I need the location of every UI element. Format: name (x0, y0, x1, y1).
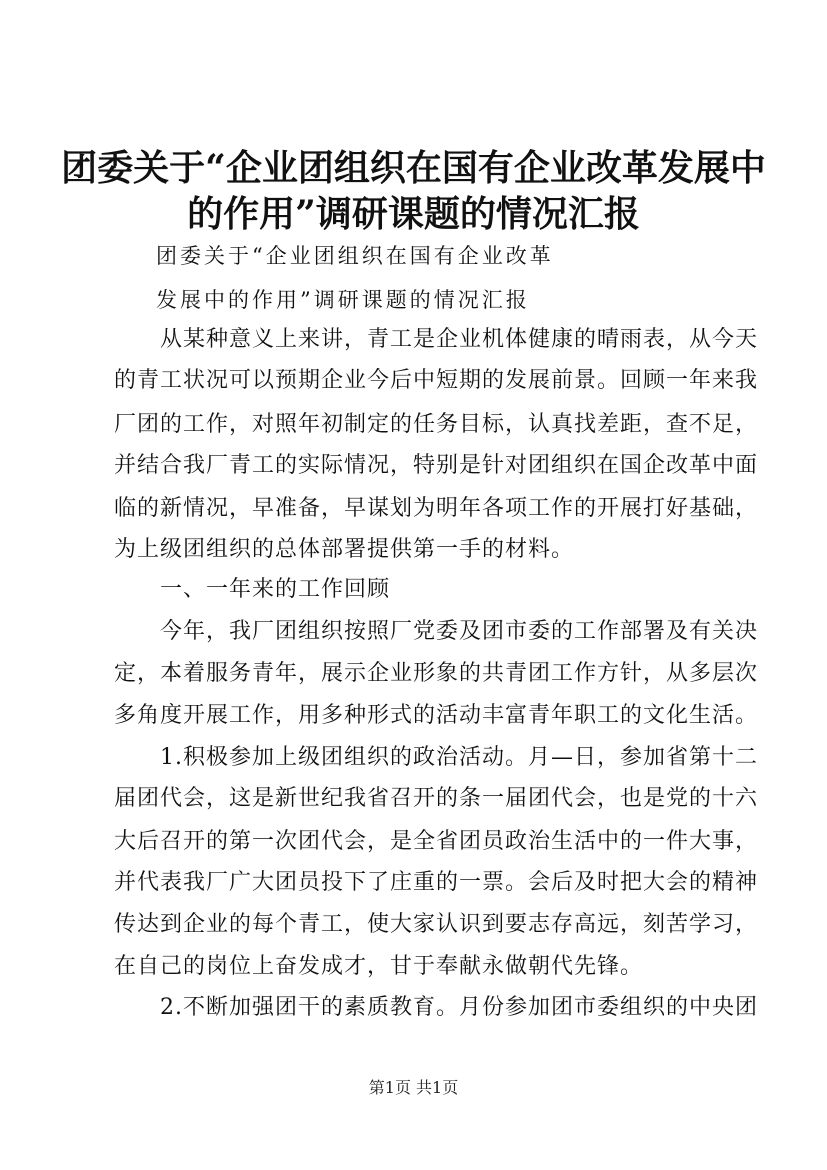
body-line: 从某种意义上来讲，青工是企业机体健康的晴雨表，从今天 (114, 327, 759, 352)
body-line: 为上级团组织的总体部署提供第一手的材料。 (114, 537, 575, 562)
document-title-line-2: 的作用”调研课题的情况汇报 (187, 193, 640, 235)
body-line: 大后召开的第一次团代会，是全省团员政治生活中的一件大事， (114, 829, 759, 854)
body-line: 厂团的工作，对照年初制定的任务目标，认真找差距，查不足， (114, 412, 759, 437)
subtitle-line-2: 发展中的作用”调研课题的情况汇报 (156, 288, 530, 312)
body-line: 在自己的岗位上奋发成才，甘于奉献永做朝代先锋。 (114, 954, 644, 979)
subtitle-line-1: 团委关于“企业团组织在国有企业改革 (156, 244, 554, 268)
body-line: 传达到企业的每个青工，使大家认识到要志存高远，刻苦学习， (114, 912, 759, 937)
body-line: 2.不断加强团干的素质教育。月份参加团市委组织的中央团 (114, 995, 758, 1020)
body-line: 并代表我厂广大团员投下了庄重的一票。会后及时把大会的精神 (114, 870, 759, 895)
body-line: 多角度开展工作，用多种形式的活动丰富青年职工的文化生活。 (114, 703, 759, 728)
body-line: 临的新情况，早准备，早谋划为明年各项工作的开展打好基础， (114, 496, 759, 521)
body-line: 的青工状况可以预期企业今后中短期的发展前景。回顾一年来我 (114, 368, 759, 393)
body-line: 定，本着服务青年，展示企业形象的共青团工作方针，从多层次 (114, 661, 759, 686)
body-line: 届团代会，这是新世纪我省召开的条一届团代会，也是党的十六 (114, 786, 759, 811)
body-line: 1.积极参加上级团组织的政治活动。月—日，参加省第十二 (114, 745, 758, 770)
body-line: 今年，我厂团组织按照厂党委及团市委的工作部署及有关决 (114, 619, 759, 644)
page-footer: 第1页 共1页 (368, 1078, 459, 1097)
body-line: 并结合我厂青工的实际情况，特别是针对团组织在国企改革中面 (114, 453, 759, 478)
document-title-line-1: 团委关于“企业团组织在国有企业改革发展中 (61, 147, 766, 189)
section-heading: 一、一年来的工作回顾 (114, 577, 391, 602)
